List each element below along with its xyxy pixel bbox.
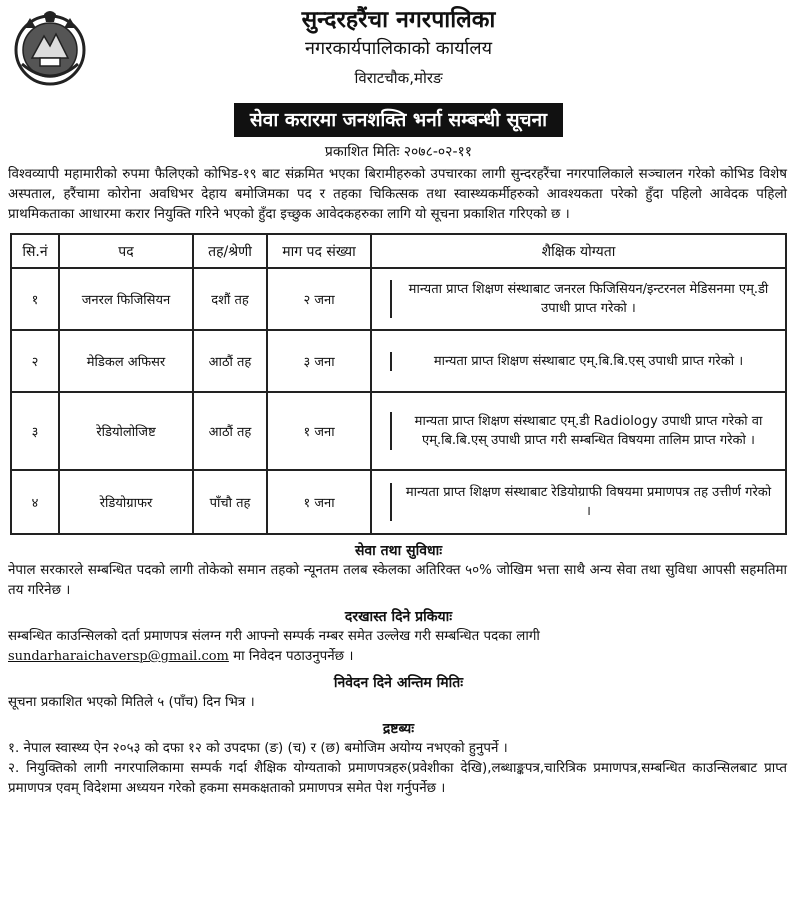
office-name: नगरकार्यपालिकाको कार्यालय	[304, 38, 493, 59]
notice-title: सेवा करारमा जनशक्ति भर्ना सम्बन्धी सूचना	[234, 103, 563, 137]
cell-qualification	[371, 470, 786, 534]
published-date: प्रकाशित मितिः २०७८-०२-११	[324, 144, 473, 160]
note-1: १. नेपाल स्वास्थ्य ऐन २०५३ को दफा १२ को उपदफा (ङ) (च) र (छ) बमोजिम अयोग्य नभएको हुनुपर्ने ।	[8, 741, 508, 756]
cell-qualification	[371, 268, 786, 330]
apply-text: सम्बन्धित काउन्सिलको दर्ता प्रमाणपत्र संलग्न गरी आफ्नो सम्पर्क नम्बर समेत उल्लेख गरी सम्बन्धित पदका लागी	[8, 629, 540, 644]
notice-banner	[0, 103, 797, 137]
cell-level: पाँचौ तह	[193, 470, 267, 534]
table-row	[11, 330, 786, 392]
col-header-sn: सि.नं	[11, 234, 59, 268]
cell-sn: ४	[11, 470, 59, 534]
qualification-text: मान्यता प्राप्त शिक्षण संस्थाबाट रेडियोग्राफी विषयमा प्रमाणपत्र तह उत्तीर्ण गरेको ।	[390, 483, 775, 521]
qualification-text: मान्यता प्राप्त शिक्षण संस्थाबाट एम्.डी Radiology उपाधी प्राप्त गरेको वा एम्.बि.बि.एस् उपाधी प्राप्त गरी सम्बन्धित विषयमा तालिम प्राप्त गरेको ।	[390, 412, 775, 450]
cell-post: जनरल फिजिसियन	[59, 268, 193, 330]
cell-count: १ जना	[267, 470, 371, 534]
cell-qualification	[371, 330, 786, 392]
benefits-text: नेपाल सरकारले सम्बन्धित पदको लागी तोकेको समान तहको न्यूनतम तलब स्केलका अतिरिक्त ५०% जोखिम भत्ता साथै अन्य सेवा तथा सुविधा आपसी सहमतिमा तय गरिनेछ ।	[8, 563, 787, 598]
apply-paragraph	[8, 627, 787, 667]
qualification-text: मान्यता प्राप्त शिक्षण संस्थाबाट एम्.बि.बि.एस् उपाधी प्राप्त गरेको ।	[390, 352, 775, 371]
table-row	[11, 470, 786, 534]
benefits-heading: सेवा तथा सुविधाः	[354, 543, 443, 559]
cell-level: आठौं तह	[193, 330, 267, 392]
positions-table	[10, 233, 787, 535]
table-header-row	[11, 234, 786, 268]
cell-qualification	[371, 392, 786, 470]
notice-header	[0, 0, 797, 105]
col-header-post: पद	[59, 234, 193, 268]
col-header-level: तह/श्रेणी	[193, 234, 267, 268]
table-row	[11, 392, 786, 470]
cell-count: १ जना	[267, 392, 371, 470]
cell-count: ३ जना	[267, 330, 371, 392]
office-location: विराटचौक,मोरङ	[354, 69, 443, 87]
intro-paragraph: विश्वव्यापी महामारीको रुपमा फैलिएको कोभिड-१९ बाट संक्रमित भएका बिरामीहरुको उपचारका लागी सुन्दरहरैंचा नगरपालिकाले सञ्चालन गरेको कोभिड विशेष अस्पताल, हरैंचामा कोरोना अवधिभर देहाय बमोजिमका पद र तहका चिकित्सक तथा स्वास्थ्यकर्मीहरुको आवश्यकता परेको हुँदा पहिलो आवेदक पहिलो प्राथमिकताका आधारमा करार नियुक्ति गरिने भएको हुँदा इच्छुक आवेदकहरुका लागि यो सूचना प्रकाशित गरिएको छ ।	[8, 167, 787, 222]
apply-suffix: मा निवेदन पठाउनुपर्नेछ ।	[228, 649, 354, 664]
cell-count: २ जना	[267, 268, 371, 330]
notes-heading: द्रष्टब्यः	[382, 721, 415, 737]
cell-level: दशौं तह	[193, 268, 267, 330]
table-row	[11, 268, 786, 330]
apply-email-link[interactable]: sundarharaichaversp@gmail.com	[8, 649, 229, 664]
org-name: सुन्दरहरैंचा नगरपालिका	[301, 7, 496, 33]
cell-sn: ३	[11, 392, 59, 470]
col-header-qualification: शैक्षिक योग्यता	[371, 234, 786, 268]
apply-heading: दरखास्त दिने प्रकियाः	[344, 609, 453, 625]
deadline-text: सूचना प्रकाशित भएको मितिले ५ (पाँच) दिन भित्र ।	[8, 695, 255, 710]
note-2: २. नियुक्तिको लागी नगरपालिकामा सम्पर्क गर्दा शैक्षिक योग्यताको प्रमाणपत्रहरु(प्रवेशीका देखि),लब्धाङ्कपत्र,चारित्रिक प्रमाणपत्र,सम्बन्धित काउन्सिलबाट प्राप्त प्रमाणपत्र एवम् विदेशमा अध्ययन गरेको हकमा समकक्षताको प्रमाणपत्र समेत पेश गर्नुपर्नेछ ।	[8, 761, 787, 796]
cell-sn: २	[11, 330, 59, 392]
col-header-count: माग पद संख्या	[267, 234, 371, 268]
cell-level: आठौं तह	[193, 392, 267, 470]
deadline-heading: निवेदन दिने अन्तिम मितिः	[333, 675, 464, 691]
cell-post: रेडियोग्राफर	[59, 470, 193, 534]
cell-post: रेडियोलोजिष्ट	[59, 392, 193, 470]
qualification-text: मान्यता प्राप्त शिक्षण संस्थाबाट जनरल फिजिसियन/इन्टरनल मेडिसनमा एम्.डी उपाधी प्राप्त गरेको ।	[390, 280, 775, 318]
cell-post: मेडिकल अफिसर	[59, 330, 193, 392]
cell-sn: १	[11, 268, 59, 330]
